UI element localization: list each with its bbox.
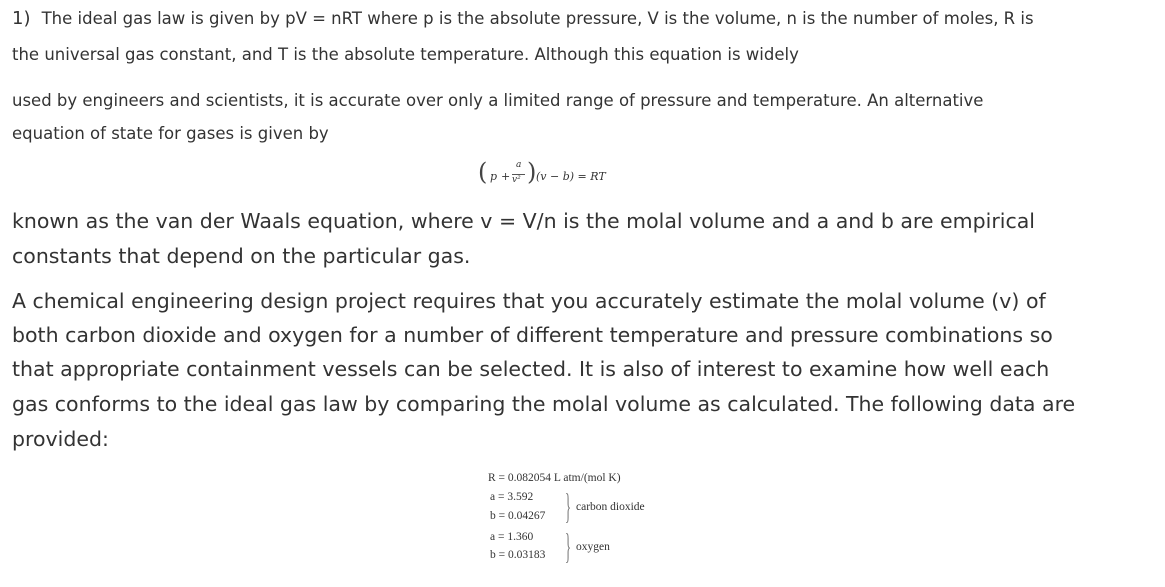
problem-paragraph-4-line-1: A chemical engineering design project requires that you accurately estimate the molal volume (v) of xyxy=(12,289,1046,313)
equation-close-paren: ) xyxy=(527,158,537,186)
problem-paragraph-2-line-1: used by engineers and scientists, it is accurate over only a limited range of pressure and temperature. An alternative xyxy=(12,91,984,110)
o2-label: oxygen xyxy=(576,541,610,553)
problem-text: The ideal gas law is given by pV = nRT where p is the absolute pressure, V is the volume, n is the number of moles, R is xyxy=(41,9,1034,28)
problem-paragraph-2-line-2: equation of state for gases is given by xyxy=(12,124,329,143)
equation-rest: (v − b) = RT xyxy=(536,170,606,183)
co2-label: carbon dioxide xyxy=(576,501,645,513)
co2-b-value: b = 0.04267 xyxy=(490,510,546,522)
problem-paragraph-4-line-2: both carbon dioxide and oxygen for a number of different temperature and pressure combinations so xyxy=(12,323,1053,347)
problem-paragraph-4-line-5: provided: xyxy=(12,427,109,451)
equation-a-numerator: a xyxy=(516,160,522,170)
co2-a-value: a = 3.592 xyxy=(490,491,534,503)
equation-v2-denominator: v² xyxy=(512,175,521,185)
equation-p: p xyxy=(490,170,498,183)
co2-brace: } xyxy=(565,486,572,526)
gas-constant-R: R = 0.082054 L atm/(mol K) xyxy=(488,472,621,484)
o2-brace: } xyxy=(565,526,572,566)
problem-paragraph-1-line-2: the universal gas constant, and T is the absolute temperature. Although this equation is widely xyxy=(12,45,799,64)
problem-paragraph-3-line-2: constants that depend on the particular gas. xyxy=(12,244,471,268)
problem-number: 1) xyxy=(12,8,31,29)
problem-paragraph-3-line-1: known as the van der Waals equation, where v = V/n is the molal volume and a and b are empirical xyxy=(12,209,1035,233)
o2-a-value: a = 1.360 xyxy=(490,531,534,543)
equation-open-paren: ( xyxy=(478,158,488,186)
problem-paragraph-1-line-1 xyxy=(12,8,1034,29)
problem-paragraph-4-line-4: gas conforms to the ideal gas law by comparing the molal volume as calculated. The following data are xyxy=(12,392,1076,416)
o2-b-value: b = 0.03183 xyxy=(490,549,546,561)
problem-paragraph-4-line-3: that appropriate containment vessels can be selected. It is also of interest to examine how well each xyxy=(12,357,1050,381)
equation-plus: + xyxy=(501,170,511,183)
